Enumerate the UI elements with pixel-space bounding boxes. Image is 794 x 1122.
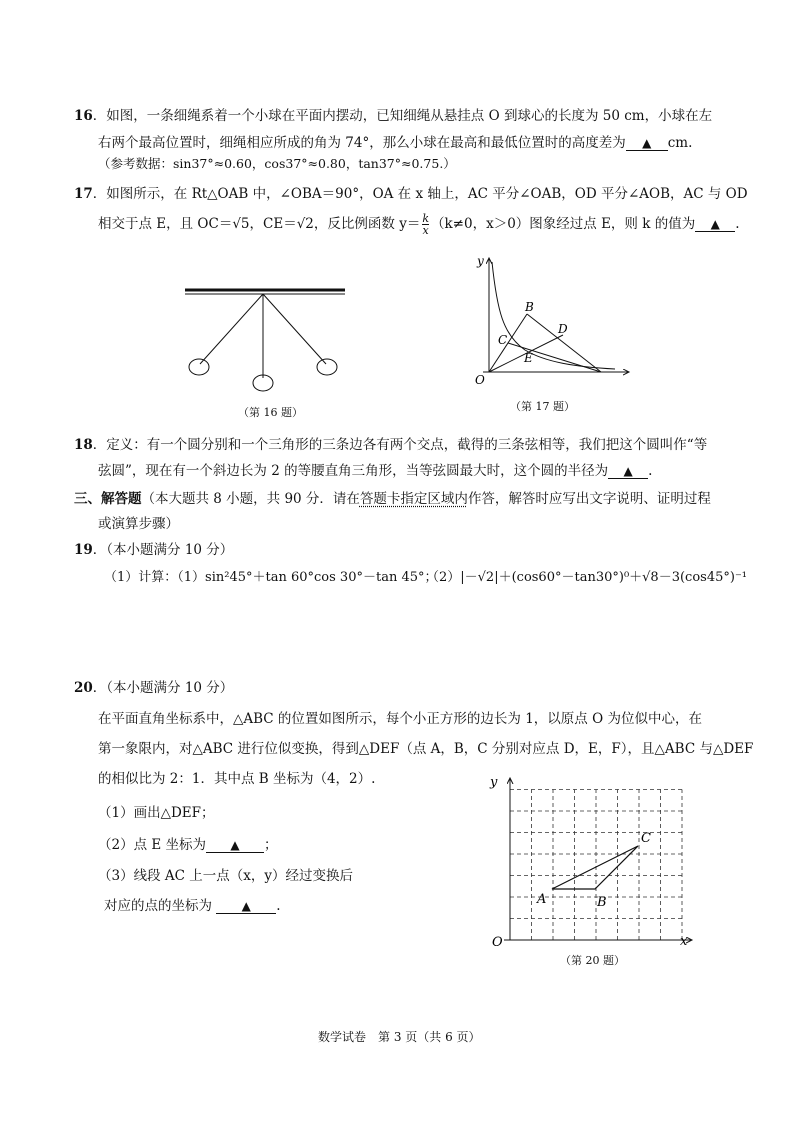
section3-line1: 三、解答题（本大题共 8 小题，共 90 分．请在答题卡指定区域内作答，解答时应写出文字说明、证明过程 bbox=[74, 491, 711, 507]
hyperbola-curve bbox=[492, 262, 615, 369]
q19-part1: （1）计算：（1）sin²45°＋tan 60°cos 30°－tan 45°； bbox=[104, 570, 438, 585]
q19-number: 19 bbox=[74, 542, 93, 558]
q17-line2: 相交于点 E，且 OC＝√5，CE＝√2，反比例函数 y＝ $\frac{k}{x}$ （k≠0，x＞0）图象经过点 E，则 k 的值为 ▲ . bbox=[98, 212, 740, 237]
section3-line2: 或演算步骤） bbox=[98, 516, 179, 532]
label-A-20: A bbox=[537, 892, 547, 907]
q17-number: 17 bbox=[74, 186, 93, 202]
q19-head: 19．（本小题满分 10 分） bbox=[74, 542, 234, 558]
label-E: E bbox=[524, 351, 533, 365]
q16-number: 16 bbox=[74, 108, 93, 124]
label-B-20: B bbox=[597, 895, 607, 910]
q18-line1: 18．定义：有一个圆分别和一个三角形的三条边各有两个交点，截得的三条弦相等，我们把这个圆叫作“等 bbox=[74, 437, 708, 453]
q20-line1: 在平面直角坐标系中，△ABC 的位置如图所示，每个小正方形的边长为 1，以原点 O 为位似中心，在 bbox=[98, 711, 702, 727]
string-right bbox=[263, 294, 326, 364]
q18-answer-blank[interactable]: ▲ bbox=[608, 464, 648, 479]
q17-fraction: $\frac{k}{x}$ bbox=[422, 212, 429, 237]
label-y-20: y bbox=[490, 775, 498, 790]
q18-number: 18 bbox=[74, 437, 93, 453]
triangle-ABC bbox=[552, 846, 638, 889]
label-C: C bbox=[498, 333, 508, 347]
q20-item3-answer-blank[interactable]: ▲ bbox=[216, 899, 276, 914]
q16-line2: 右两个最高位置时，细绳相应所成的角为 74°，那么小球在最高和最低位置时的高度差为 ▲ cm. bbox=[98, 135, 693, 151]
q16-reference-data: （参考数据：sin37°≈0.60，cos37°≈0.80，tan37°≈0.75.） bbox=[98, 156, 456, 171]
label-y: y bbox=[477, 254, 484, 268]
q20-item3: （3）线段 AC 上一点（x，y）经过变换后 bbox=[98, 868, 353, 884]
label-C-20: C bbox=[641, 831, 651, 846]
label-O-20: O bbox=[492, 935, 503, 950]
dashed-grid bbox=[510, 790, 682, 941]
ball-right bbox=[317, 359, 337, 375]
ball-left bbox=[189, 359, 209, 375]
section3-title: 三、解答题 bbox=[74, 491, 142, 507]
label-O: O bbox=[475, 373, 485, 387]
segment-CA bbox=[508, 343, 601, 372]
q16-line1: 16．如图，一条细绳系着一个小球在平面内摆动，已知细绳从悬挂点 O 到球心的长度为 50 cm，小球在左 bbox=[74, 108, 713, 124]
label-D: D bbox=[558, 322, 568, 336]
q20-item3-line2: 对应的点的坐标为 ▲ . bbox=[104, 898, 281, 914]
label-x-20: x bbox=[680, 934, 688, 949]
q20-head: 20．（本小题满分 10 分） bbox=[74, 680, 234, 696]
figure-17-caption: （第 17 题） bbox=[510, 400, 575, 413]
q20-item2-answer-blank[interactable]: ▲ bbox=[206, 838, 264, 853]
q20-item1: （1）画出△DEF； bbox=[98, 805, 215, 821]
q16-answer-blank[interactable]: ▲ bbox=[626, 136, 668, 151]
label-B: B bbox=[525, 300, 534, 314]
figure-20-grid bbox=[480, 770, 700, 950]
q20-line3: 的相似比为 2：1．其中点 B 坐标为（4，2）. bbox=[98, 771, 376, 787]
figure-20-caption: （第 20 题） bbox=[560, 954, 625, 967]
q17-answer-blank[interactable]: ▲ bbox=[695, 217, 735, 232]
q18-line2: 弦圆”，现在有一个斜边长为 2 的等腰直角三角形，当等弦圆最大时，这个圆的半径为 ▲ . bbox=[98, 463, 653, 479]
q20-number: 20 bbox=[74, 680, 93, 696]
q17-line1: 17．如图所示，在 Rt△OAB 中，∠OBA＝90°，OA 在 x 轴上，AC 平分∠OAB，OD 平分∠AOB，AC 与 OD bbox=[74, 186, 748, 202]
q19-part2: （2）|－√2|＋(cos60°－tan30°)⁰＋√8－3(cos45°)⁻¹ bbox=[426, 570, 748, 585]
figure-17-graph bbox=[465, 250, 635, 390]
string-left bbox=[200, 294, 263, 364]
page-footer: 数学试卷 第 3 页（共 6 页） bbox=[318, 1030, 481, 1044]
figure-16-caption: （第 16 题） bbox=[238, 406, 303, 419]
figure-16-pendulum bbox=[180, 282, 350, 394]
q20-line2: 第一象限内，对△ABC 进行位似变换，得到△DEF（点 A，B，C 分别对应点 D，E，F），且△ABC 与△DEF bbox=[98, 741, 754, 757]
q20-item2: （2）点 E 坐标为 ▲ ； bbox=[98, 837, 278, 853]
